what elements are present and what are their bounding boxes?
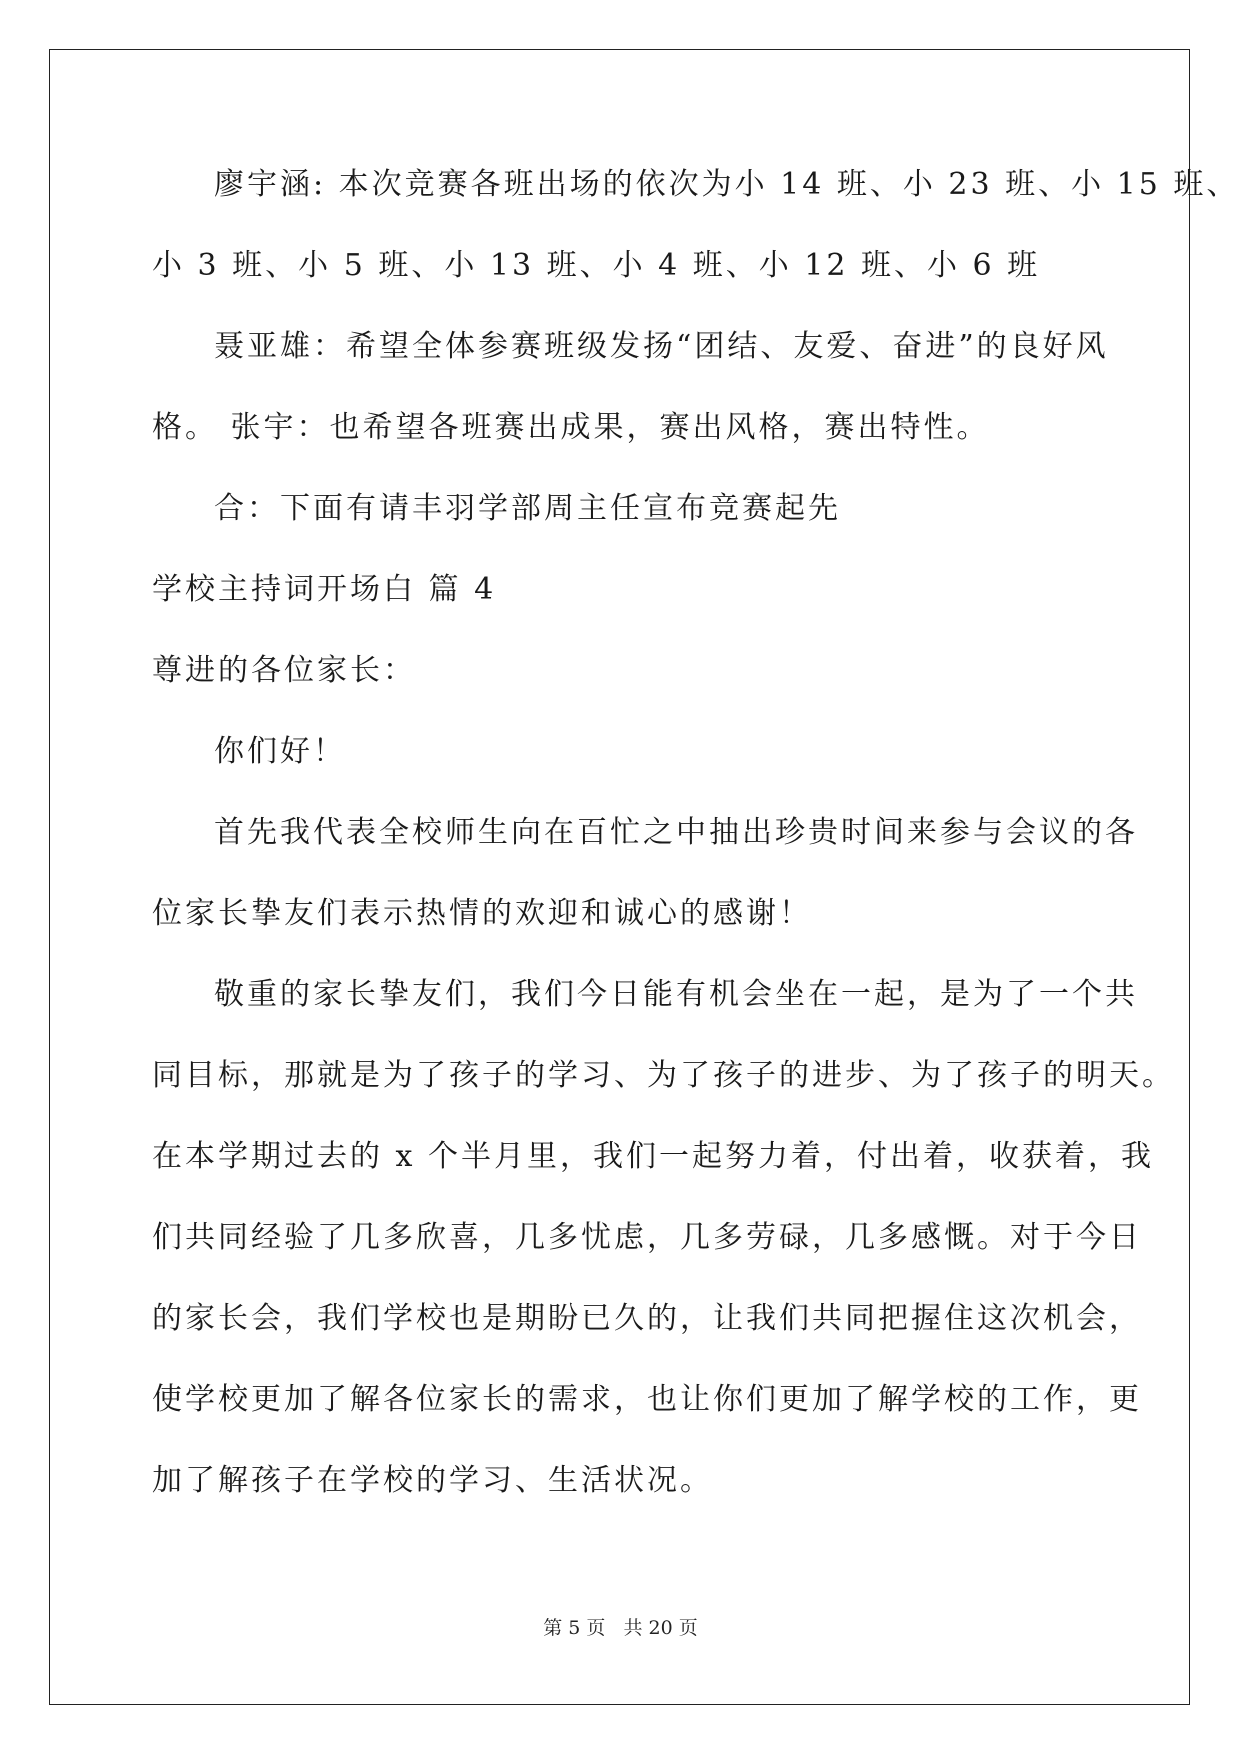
paragraph-line: 首先我代表全校师生向在百忙之中抽出珍贵时间来参与会议的各 <box>214 815 1138 850</box>
paragraph-line: 的家长会，我们学校也是期盼已久的，让我们共同把握住这次机会， <box>152 1301 1142 1336</box>
page-total: 共 20 页 <box>623 1617 698 1639</box>
paragraph-line: 在本学期过去的 x 个半月里，我们一起努力着，付出着，收获着，我 <box>152 1139 1154 1174</box>
paragraph-line: 同目标，那就是为了孩子的学习、为了孩子的进步、为了孩子的明天。 <box>152 1058 1175 1093</box>
paragraph-line: 格。 张宇：也希望各班赛出成果，赛出风格，赛出特性。 <box>152 410 990 445</box>
salutation: 尊进的各位家长： <box>152 653 416 688</box>
paragraph-line: 合：下面有请丰羽学部周主任宣布竞赛起先 <box>214 491 841 526</box>
page-border <box>49 49 1190 1705</box>
greeting: 你们好！ <box>214 734 346 769</box>
paragraph-line: 敬重的家长挚友们，我们今日能有机会坐在一起，是为了一个共 <box>214 977 1138 1012</box>
paragraph-line: 加了解孩子在学校的学习、生活状况。 <box>152 1463 713 1498</box>
paragraph-line: 位家长挚友们表示热情的欢迎和诚心的感谢！ <box>152 896 812 931</box>
paragraph-line: 们共同经验了几多欣喜，几多忧虑，几多劳碌，几多感慨。对于今日 <box>152 1220 1142 1255</box>
page-footer <box>0 1613 1241 1640</box>
paragraph-line: 聂亚雄：希望全体参赛班级发扬“团结、友爱、奋进”的良好风 <box>214 329 1109 364</box>
paragraph-line: 使学校更加了解各位家长的需求，也让你们更加了解学校的工作，更 <box>152 1382 1142 1417</box>
section-heading: 学校主持词开场白 篇 4 <box>152 572 497 607</box>
paragraph-line: 廖宇涵: 本次竞赛各班出场的依次为小 14 班、小 23 班、小 15 班、 <box>214 167 1240 202</box>
paragraph-line: 小 3 班、小 5 班、小 13 班、小 4 班、小 12 班、小 6 班 <box>152 248 1041 283</box>
page-number: 第 5 页 <box>543 1617 606 1639</box>
